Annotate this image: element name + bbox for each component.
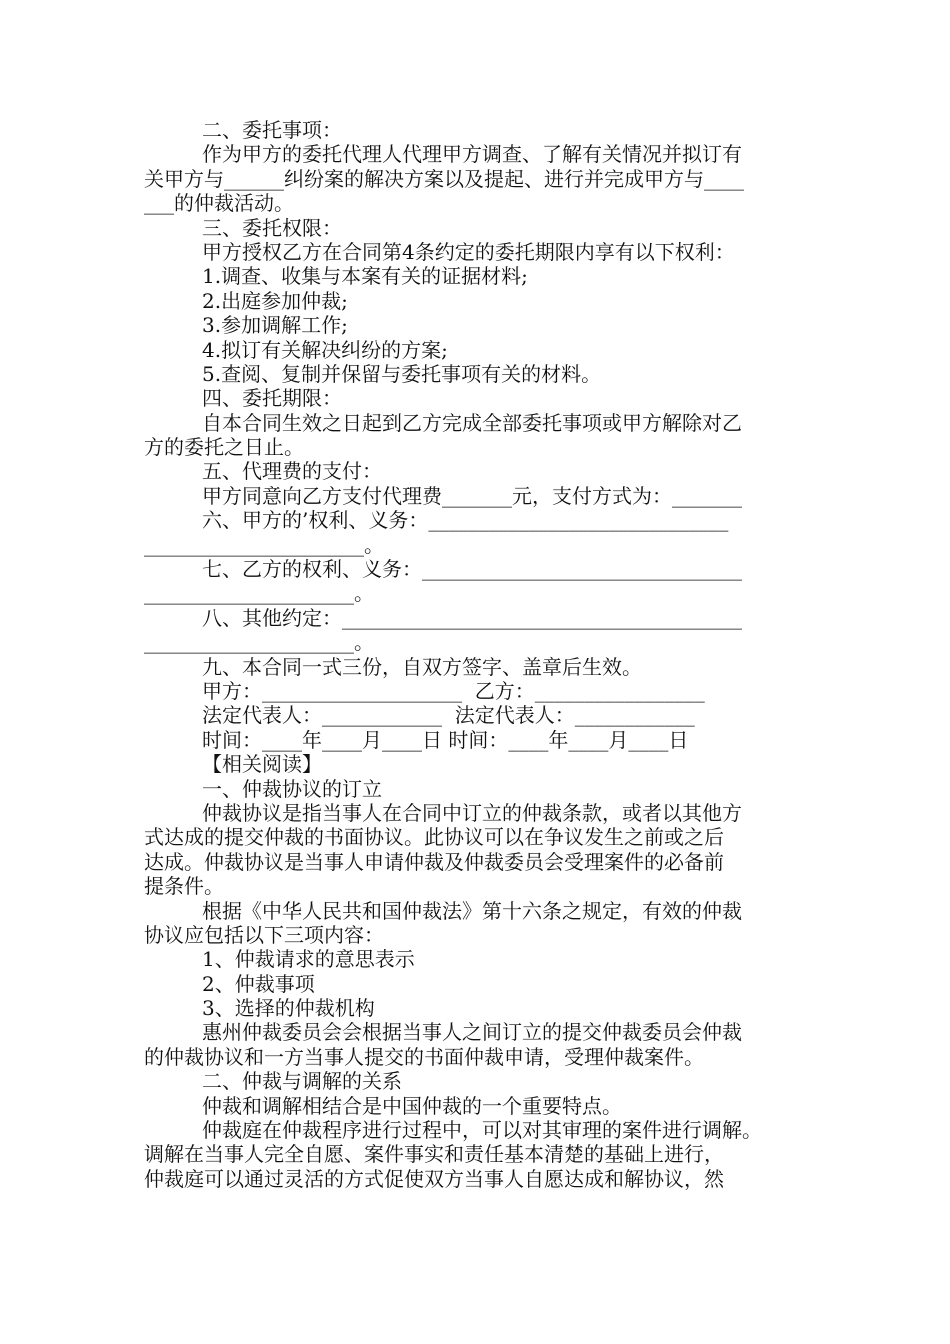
document-line: 六、甲方的’权利、义务：______________________________ [202,508,729,533]
document-line: 法定代表人：____________ 法定代表人：____________ [202,703,695,728]
document-line: 达成。仲裁协议是当事人申请仲裁及仲裁委员会受理案件的必备前 [144,849,724,874]
document-line: 七、乙方的权利、义务：________________________________ [202,557,742,582]
document-line: 2.出庭参加仲裁; [202,288,348,313]
document-line: 五、代理费的支付： [202,459,382,484]
document-line: 3、选择的仲裁机构 [202,996,375,1021]
document-line: 的仲裁协议和一方当事人提交的书面仲裁申请，受理仲裁案件。 [144,1044,704,1069]
document-line: 作为甲方的委托代理人代理甲方调查、了解有关情况并拟订有 [202,142,742,167]
document-line: 【相关阅读】 [202,752,322,777]
document-line: 仲裁和调解相结合是中国仲裁的一个重要特点。 [202,1093,622,1118]
document-line: 四、委托期限： [202,386,342,411]
document-line: 仲裁庭在仲裁程序进行过程中，可以对其审理的案件进行调解。 [202,1118,762,1143]
document-line: 仲裁庭可以通过灵活的方式促使双方当事人自愿达成和解协议，然 [144,1166,724,1191]
document-line: 4.拟订有关解决纠纷的方案; [202,337,448,362]
document-body [144,118,808,1191]
document-line: 1、仲裁请求的意思表示 [202,947,415,972]
document-line: 式达成的提交仲裁的书面协议。此协议可以在争议发生之前或之后 [144,825,724,850]
document-line: 甲方授权乙方在合同第4条约定的委托期限内享有以下权利： [202,239,735,264]
document-line: 时间：____年____月____日 时间：____年____月____日 [202,727,689,752]
document-line: 甲方同意向乙方支付代理费_______元，支付方式为：_______ [202,483,742,508]
document-line: 三、委托权限： [202,215,342,240]
document-line: 一、仲裁协议的订立 [202,776,382,801]
document-line: 3.参加调解工作; [202,313,348,338]
document-line: 九、本合同一式三份，自双方签字、盖章后生效。 [202,654,642,679]
document-line: 根据《中华人民共和国仲裁法》第十六条之规定，有效的仲裁 [202,898,742,923]
document-line: 调解在当事人完全自愿、案件事实和责任基本清楚的基础上进行， [144,1142,724,1167]
document-line: _____________________。 [144,630,374,655]
document-line: 协议应包括以下三项内容： [144,922,384,947]
document-line: 5.查阅、复制并保留与委托事项有关的材料。 [202,361,602,386]
document-line: 八、其他约定：________________________________________ [202,605,742,630]
document-line: 提条件。 [144,874,224,899]
document-line: 方的委托之日止。 [144,435,304,460]
document-line: 二、委托事项： [202,118,342,142]
document-line: 仲裁协议是指当事人在合同中订立的仲裁条款，或者以其他方 [202,800,742,825]
document-line: ______________________。 [144,532,384,557]
document-line: 自本合同生效之日起到乙方完成全部委托事项或甲方解除对乙 [202,410,742,435]
document-line: 2、仲裁事项 [202,971,315,996]
document-line: _____________________。 [144,581,374,606]
document-line: 惠州仲裁委员会会根据当事人之间订立的提交仲裁委员会仲裁 [202,1020,742,1045]
document-line: 甲方：____________________ 乙方：_________________ [202,678,705,703]
document-line: 二、仲裁与调解的关系 [202,1069,402,1094]
document-line: 1.调查、收集与本案有关的证据材料; [202,264,528,289]
document-line: 关甲方与______纠纷案的解决方案以及提起、进行并完成甲方与____ [144,166,744,191]
document-line: ___的仲裁活动。 [144,191,294,216]
